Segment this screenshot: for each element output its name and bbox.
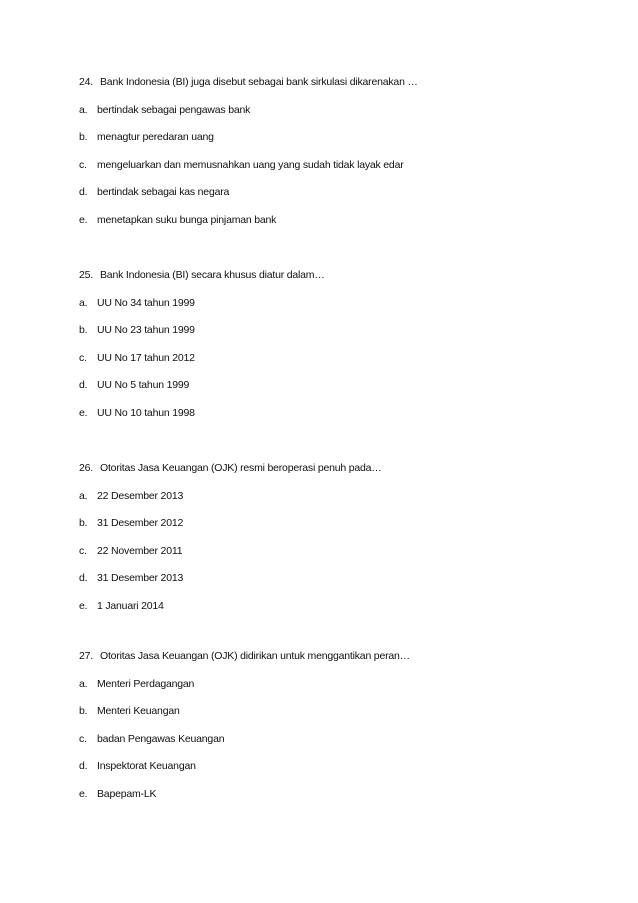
option-label: e. (79, 213, 88, 226)
option-label: d. (79, 379, 88, 392)
option-label: b. (79, 131, 88, 144)
answer-option-c (79, 732, 599, 760)
option-label: c. (79, 351, 87, 364)
option-text: Inspektorat Keuangan (97, 760, 196, 773)
option-label: c. (79, 544, 87, 557)
question-25 (79, 268, 599, 434)
option-text: 22 Desember 2013 (97, 489, 184, 502)
question-text: Otoritas Jasa Keuangan (OJK) resmi beroperasi penuh pada… (100, 462, 382, 474)
option-text: UU No 23 tahun 1999 (97, 324, 195, 337)
answer-option-b (79, 704, 599, 732)
option-text: mengeluarkan dan memusnahkan uang yang sudah tidak layak edar (97, 158, 404, 171)
option-label: b. (79, 324, 88, 337)
option-text: UU No 17 tahun 2012 (97, 351, 195, 364)
question-stem (79, 75, 599, 103)
option-label: c. (79, 158, 87, 171)
answer-option-b (79, 516, 599, 544)
option-text: UU No 10 tahun 1998 (97, 406, 195, 419)
question-24 (79, 75, 599, 241)
option-text: 31 Desember 2013 (97, 572, 184, 585)
answer-option-c (79, 544, 599, 572)
question-text: Bank Indonesia (BI) secara khusus diatur dalam… (100, 269, 325, 281)
question-number: 27. (79, 650, 93, 662)
answer-option-a (79, 296, 599, 324)
option-label: d. (79, 572, 88, 585)
option-text: Bapepam-LK (97, 787, 157, 800)
answer-option-d (79, 571, 599, 599)
option-text: Menteri Perdagangan (97, 677, 195, 690)
answer-option-d (79, 185, 599, 213)
answer-option-c (79, 351, 599, 379)
option-label: e. (79, 599, 88, 612)
answer-option-e (79, 213, 599, 241)
question-number: 24. (79, 76, 93, 88)
option-label: b. (79, 705, 88, 718)
question-stem (79, 268, 599, 296)
question-number: 26. (79, 462, 93, 474)
question-stem (79, 461, 599, 489)
answer-option-e (79, 599, 599, 627)
option-text: badan Pengawas Keuangan (97, 732, 225, 745)
option-text: menetapkan suku bunga pinjaman bank (97, 213, 277, 226)
option-label: e. (79, 787, 88, 800)
option-label: e. (79, 406, 88, 419)
answer-option-a (79, 677, 599, 705)
option-label: c. (79, 732, 87, 745)
answer-option-d (79, 378, 599, 406)
option-text: bertindak sebagai pengawas bank (97, 103, 251, 116)
option-text: Menteri Keuangan (97, 705, 180, 718)
answer-option-e (79, 787, 599, 815)
option-text: 31 Desember 2012 (97, 517, 184, 530)
option-text: UU No 5 tahun 1999 (97, 379, 190, 392)
answer-option-b (79, 323, 599, 351)
answer-option-e (79, 406, 599, 434)
option-text: bertindak sebagai kas negara (97, 186, 230, 199)
answer-option-a (79, 489, 599, 517)
answer-option-a (79, 103, 599, 131)
option-text: 1 Januari 2014 (97, 599, 164, 612)
option-label: b. (79, 517, 88, 530)
option-label: a. (79, 103, 88, 116)
option-text: 22 November 2011 (97, 544, 183, 557)
question-text: Bank Indonesia (BI) juga disebut sebagai bank sirkulasi dikarenakan … (100, 76, 418, 88)
answer-option-b (79, 130, 599, 158)
option-label: a. (79, 677, 88, 690)
question-number: 25. (79, 269, 93, 281)
option-label: a. (79, 489, 88, 502)
question-26 (79, 461, 599, 627)
option-label: a. (79, 296, 88, 309)
answer-option-d (79, 759, 599, 787)
option-label: d. (79, 186, 88, 199)
question-27 (79, 649, 599, 815)
answer-option-c (79, 158, 599, 186)
question-text: Otoritas Jasa Keuangan (OJK) didirikan untuk menggantikan peran… (100, 650, 410, 662)
option-text: UU No 34 tahun 1999 (97, 296, 195, 309)
question-stem (79, 649, 599, 677)
option-label: d. (79, 760, 88, 773)
option-text: menagtur peredaran uang (97, 131, 214, 144)
